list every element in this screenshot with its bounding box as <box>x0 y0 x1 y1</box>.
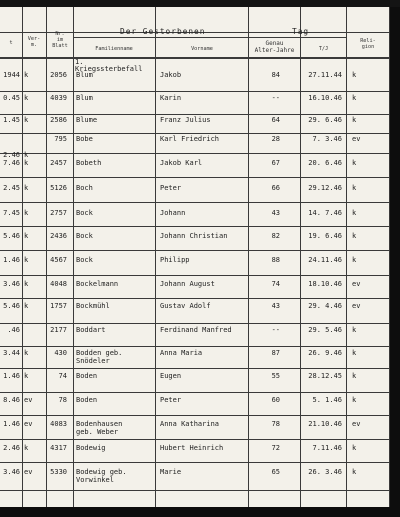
cell-vorname: Jakob <box>160 71 182 79</box>
cell-nr: 1757 <box>50 302 67 310</box>
cell-verm: k <box>24 94 29 102</box>
cell-alter: -- <box>271 326 280 334</box>
cell-alter: 87 <box>271 349 280 357</box>
cell-left: 8.46 <box>3 396 20 404</box>
rule-h <box>73 37 346 38</box>
cell-name: Bobeth <box>76 159 102 167</box>
cell-rel: k <box>352 232 357 240</box>
cell-vorname: Jakob Karl <box>160 159 203 167</box>
cell-alter: 64 <box>271 116 280 124</box>
cell-alter: 72 <box>271 444 280 452</box>
col-left-header: t <box>9 40 13 46</box>
rule-v <box>300 7 301 507</box>
cell-left: 0.45 <box>3 94 20 102</box>
cell-datum: 26. 9.46 <box>308 349 342 357</box>
cell-nr: 2177 <box>50 326 67 334</box>
cell-rel: k <box>352 349 357 357</box>
cell-left: 7.46 <box>3 159 20 167</box>
cell-nr: 4083 <box>50 420 67 428</box>
cell-left: 3.46 <box>3 280 20 288</box>
cell-nr: 430 <box>54 349 67 357</box>
cell-vorname: Karin <box>160 94 182 102</box>
cell-name: Blume <box>76 116 98 124</box>
cell-datum: 20. 6.46 <box>308 159 342 167</box>
row-divider <box>0 415 390 416</box>
cell-datum: 28.12.45 <box>308 372 342 380</box>
row-divider <box>0 490 390 491</box>
cell-alter: -- <box>271 94 280 102</box>
cell-name: Bodewig geb. Vorwinkel <box>76 468 127 484</box>
cell-datum: 5. 1.46 <box>312 396 342 404</box>
cell-vorname: Franz Julius <box>160 116 211 124</box>
cell-nr: 5126 <box>50 184 67 192</box>
cell-rel: k <box>352 444 357 452</box>
cell-datum: 16.10.46 <box>308 94 342 102</box>
cell-left: 3.46 <box>3 468 20 476</box>
row-divider <box>0 114 390 115</box>
cell-datum: 27.11.44 <box>308 71 342 79</box>
cell-vorname: Karl Friedrich <box>160 135 220 143</box>
cell-verm: k <box>24 232 29 240</box>
row-divider <box>0 462 390 463</box>
cell-nr: 4048 <box>50 280 67 288</box>
cell-vorname: Johann Christian <box>160 232 228 240</box>
col-vorname-header: Vorname <box>191 46 213 52</box>
cell-rel: ev <box>352 420 361 428</box>
cell-left: 1.45 <box>3 116 20 124</box>
cell-vorname: Johann <box>160 209 186 217</box>
cell-alter: 78 <box>271 420 280 428</box>
rule-v <box>346 7 347 507</box>
cell-rel: k <box>352 372 357 380</box>
cell-datum: 29.12.46 <box>308 184 342 192</box>
cell-name: Blum <box>76 71 93 79</box>
cell-rel: k <box>352 326 357 334</box>
cell-alter: 65 <box>271 468 280 476</box>
cell-rel: ev <box>352 135 361 143</box>
cell-vorname: Ferdinand Manfred <box>160 326 232 334</box>
row-divider <box>0 250 390 251</box>
cell-vorname: Marie <box>160 468 182 476</box>
cell-vorname: Hubert Heinrich <box>160 444 224 452</box>
cell-name: Bockmühl <box>76 302 110 310</box>
cell-verm: k <box>24 372 29 380</box>
cell-name: Bockelmann <box>76 280 119 288</box>
cell-rel: k <box>352 256 357 264</box>
row-divider <box>0 368 390 369</box>
cell-name: Boden <box>76 396 98 404</box>
cell-rel: k <box>352 468 357 476</box>
cell-datum: 24.11.46 <box>308 256 342 264</box>
row-divider <box>0 298 390 299</box>
row-divider <box>0 275 390 276</box>
cell-nr: 2757 <box>50 209 67 217</box>
cell-name: Bodewig <box>76 444 106 452</box>
cell-nr: 4567 <box>50 256 67 264</box>
col-tag-header: T/J <box>318 46 329 52</box>
section-label: 1. Kriegssterbefall <box>75 58 143 73</box>
cell-nr: 78 <box>58 396 67 404</box>
cell-alter: 43 <box>271 302 280 310</box>
cell-nr: 2457 <box>50 159 67 167</box>
col-alter-header: Genau Alter-Jahre <box>254 40 295 54</box>
cell-name: Boden <box>76 372 98 380</box>
rule-v <box>22 7 23 507</box>
cell-nr: 795 <box>54 135 67 143</box>
cell-alter: 28 <box>271 135 280 143</box>
cell-datum: 29. 6.46 <box>308 116 342 124</box>
cell-datum: 7.11.46 <box>312 444 342 452</box>
cell-alter: 67 <box>271 159 280 167</box>
cell-nr: 4317 <box>50 444 67 452</box>
rule-h <box>0 57 390 59</box>
cell-datum: 7. 3.46 <box>312 135 342 143</box>
cell-alter: 66 <box>271 184 280 192</box>
rule-v <box>389 7 390 507</box>
col-familienname-header: Familienname <box>95 46 133 52</box>
cell-alter: 82 <box>271 232 280 240</box>
cell-left: 2.46 <box>3 444 20 452</box>
cell-nr: 5330 <box>50 468 67 476</box>
row-divider <box>0 392 390 393</box>
cell-datum: 29. 5.46 <box>308 326 342 334</box>
cell-datum: 14. 7.46 <box>308 209 342 217</box>
cell-verm: k <box>24 302 29 310</box>
cell-rel: k <box>352 159 357 167</box>
rule-v <box>248 7 249 507</box>
cell-vorname: Eugen <box>160 372 182 380</box>
rule-v <box>73 7 74 507</box>
cell-vorname: Gustav Adolf <box>160 302 211 310</box>
cell-name: Bock <box>76 209 93 217</box>
group-title: Der Gestorbenen <box>120 27 206 36</box>
row-divider <box>0 91 390 92</box>
cell-vorname: Peter <box>160 184 182 192</box>
cell-verm: k <box>24 184 29 192</box>
row-divider <box>0 153 390 154</box>
cell-vorname: Johann August <box>160 280 215 288</box>
row-divider <box>0 346 390 347</box>
cell-vorname: Anna Maria <box>160 349 203 357</box>
row-divider <box>0 226 390 227</box>
cell-verm: k <box>24 444 29 452</box>
col-nr-header: Nr. im Blatt <box>52 31 68 49</box>
cell-verm: ev <box>24 468 33 476</box>
cell-alter: 84 <box>271 71 280 79</box>
register-page <box>0 7 390 507</box>
cell-alter: 88 <box>271 256 280 264</box>
cell-rel: ev <box>352 280 361 288</box>
cell-rel: k <box>352 94 357 102</box>
col-reli-header: Reli- gion <box>360 38 376 50</box>
cell-left: .46 <box>7 326 20 334</box>
cell-alter: 43 <box>271 209 280 217</box>
row-divider <box>0 439 390 440</box>
row-divider <box>0 177 390 178</box>
cell-rel: k <box>352 209 357 217</box>
cell-datum: 18.10.46 <box>308 280 342 288</box>
film-header-strip <box>0 0 400 7</box>
cell-verm: k <box>24 280 29 288</box>
cell-left: 1.46 <box>3 256 20 264</box>
cell-left: 7.45 <box>3 209 20 217</box>
cell-name: Blum <box>76 94 93 102</box>
cell-left: 5.46 <box>3 302 20 310</box>
cell-nr: 74 <box>58 372 67 380</box>
cell-verm: k <box>24 71 29 79</box>
col-verm-header: Ver- m. <box>27 36 41 48</box>
row-divider <box>0 133 390 134</box>
cell-nr: 2056 <box>50 71 67 79</box>
row-divider <box>0 323 390 324</box>
cell-rel: k <box>352 116 357 124</box>
row-divider <box>0 202 390 203</box>
cell-verm: k <box>24 256 29 264</box>
cell-verm: k <box>24 159 29 167</box>
cell-left: 1.46 <box>3 420 20 428</box>
cell-vorname: Philipp <box>160 256 190 264</box>
cell-verm: k <box>24 116 29 124</box>
cell-rel: ev <box>352 302 361 310</box>
cell-rel: k <box>352 71 357 79</box>
cell-alter: 55 <box>271 372 280 380</box>
cell-left: 1.46 <box>3 372 20 380</box>
cell-datum: 21.10.46 <box>308 420 342 428</box>
cell-vorname: Peter <box>160 396 182 404</box>
cell-name: Bodenhausen geb. Weber <box>76 420 123 436</box>
col-tag-title: Tag <box>292 27 310 36</box>
cell-left: 2.45 <box>3 184 20 192</box>
cell-alter: 74 <box>271 280 280 288</box>
cell-name: Bock <box>76 232 93 240</box>
cell-left: 3.44 <box>3 349 20 357</box>
cell-name: Boch <box>76 184 93 192</box>
cell-rel: k <box>352 396 357 404</box>
cell-name: Bock <box>76 256 93 264</box>
cell-datum: 19. 6.46 <box>308 232 342 240</box>
cell-nr: 4039 <box>50 94 67 102</box>
cell-verm: k <box>24 151 29 159</box>
cell-name: Bodden geb. Snödeler <box>76 349 123 365</box>
cell-left: 5.46 <box>3 232 20 240</box>
cell-nr: 2586 <box>50 116 67 124</box>
cell-rel: k <box>352 184 357 192</box>
cell-verm: k <box>24 349 29 357</box>
cell-verm: ev <box>24 396 33 404</box>
cell-nr: 2436 <box>50 232 67 240</box>
cell-verm: k <box>24 209 29 217</box>
cell-left: 2.46 <box>3 151 20 159</box>
cell-datum: 29. 4.46 <box>308 302 342 310</box>
cell-alter: 60 <box>271 396 280 404</box>
cell-left: 1944 <box>3 71 20 79</box>
cell-vorname: Anna Katharina <box>160 420 220 428</box>
cell-verm: ev <box>24 420 33 428</box>
cell-name: Bobe <box>76 135 93 143</box>
rule-v <box>155 7 156 507</box>
cell-name: Boddart <box>76 326 106 334</box>
cell-datum: 26. 3.46 <box>308 468 342 476</box>
